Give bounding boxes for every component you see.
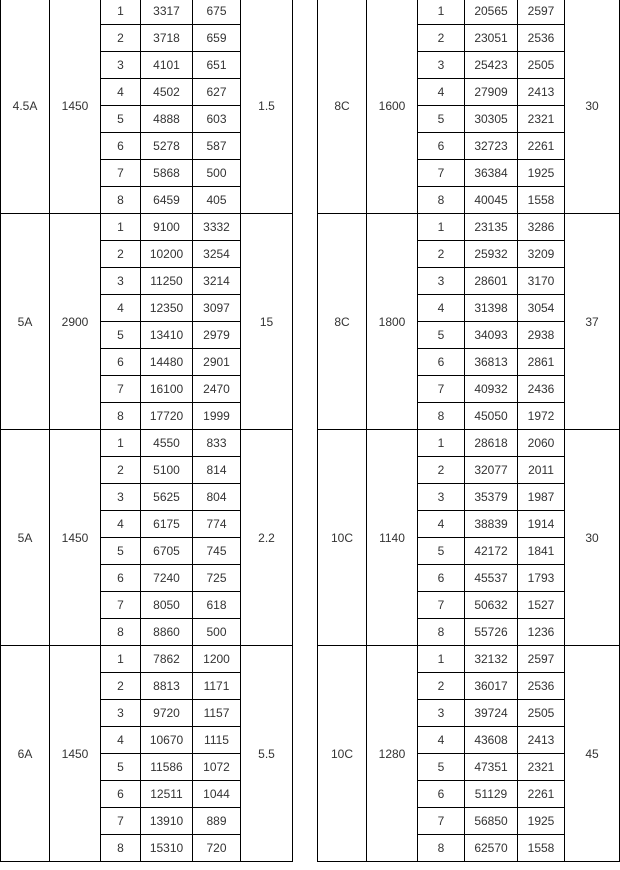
head-cell: 618: [193, 592, 241, 619]
index-cell: 4: [101, 295, 141, 322]
head-cell: 500: [193, 160, 241, 187]
index-cell: 2: [418, 457, 465, 484]
index-cell: 6: [101, 565, 141, 592]
index-cell: 2: [101, 457, 141, 484]
index-cell: 2: [101, 25, 141, 52]
flow-cell: 31398: [465, 295, 518, 322]
index-cell: 4: [101, 511, 141, 538]
flow-cell: 38839: [465, 511, 518, 538]
index-cell: 6: [418, 781, 465, 808]
head-cell: 720: [193, 835, 241, 862]
table-row: [1, 214, 293, 241]
head-cell: 2597: [518, 646, 565, 673]
flow-cell: 34093: [465, 322, 518, 349]
index-cell: 8: [418, 619, 465, 646]
speed-cell: 1450: [50, 0, 101, 214]
head-cell: 1157: [193, 700, 241, 727]
head-cell: 804: [193, 484, 241, 511]
index-cell: 3: [101, 52, 141, 79]
head-cell: 1236: [518, 619, 565, 646]
index-cell: 3: [418, 700, 465, 727]
index-cell: 8: [101, 835, 141, 862]
flow-cell: 28618: [465, 430, 518, 457]
flow-cell: 43608: [465, 727, 518, 754]
index-cell: 1: [101, 214, 141, 241]
index-cell: 2: [418, 673, 465, 700]
head-cell: 833: [193, 430, 241, 457]
flow-cell: 47351: [465, 754, 518, 781]
flow-cell: 40932: [465, 376, 518, 403]
index-cell: 7: [101, 592, 141, 619]
flow-cell: 55726: [465, 619, 518, 646]
index-cell: 5: [418, 322, 465, 349]
head-cell: 3332: [193, 214, 241, 241]
head-cell: 1200: [193, 646, 241, 673]
index-cell: 4: [101, 79, 141, 106]
index-cell: 8: [418, 835, 465, 862]
head-cell: 1841: [518, 538, 565, 565]
head-cell: 3286: [518, 214, 565, 241]
index-cell: 7: [101, 160, 141, 187]
head-cell: 651: [193, 52, 241, 79]
head-cell: 774: [193, 511, 241, 538]
head-cell: 1925: [518, 160, 565, 187]
flow-cell: 14480: [141, 349, 193, 376]
flow-cell: 32077: [465, 457, 518, 484]
flow-cell: 5868: [141, 160, 193, 187]
head-cell: 2261: [518, 133, 565, 160]
head-cell: 1527: [518, 592, 565, 619]
speed-cell: 1450: [50, 646, 101, 862]
pump-model-cell: 4.5A: [1, 0, 50, 214]
flow-cell: 4550: [141, 430, 193, 457]
flow-cell: 4888: [141, 106, 193, 133]
flow-cell: 50632: [465, 592, 518, 619]
flow-cell: 36384: [465, 160, 518, 187]
power-cell: 5.5: [241, 646, 293, 862]
head-cell: 675: [193, 0, 241, 25]
index-cell: 6: [101, 133, 141, 160]
pump-model-cell: 8C: [318, 0, 367, 214]
index-cell: 5: [101, 106, 141, 133]
flow-cell: 4101: [141, 52, 193, 79]
pump-model-cell: 5A: [1, 430, 50, 646]
flow-cell: 10200: [141, 241, 193, 268]
flow-cell: 23135: [465, 214, 518, 241]
index-cell: 8: [101, 619, 141, 646]
pump-model-cell: 8C: [318, 214, 367, 430]
head-cell: 2060: [518, 430, 565, 457]
index-cell: 7: [418, 160, 465, 187]
flow-cell: 5625: [141, 484, 193, 511]
flow-cell: 6459: [141, 187, 193, 214]
head-cell: 2536: [518, 25, 565, 52]
flow-cell: 28601: [465, 268, 518, 295]
index-cell: 1: [418, 430, 465, 457]
head-cell: 2470: [193, 376, 241, 403]
flow-cell: 15310: [141, 835, 193, 862]
index-cell: 5: [418, 754, 465, 781]
pump-model-cell: 5A: [1, 214, 50, 430]
flow-cell: 9100: [141, 214, 193, 241]
head-cell: 627: [193, 79, 241, 106]
flow-cell: 36017: [465, 673, 518, 700]
index-cell: 4: [418, 511, 465, 538]
head-cell: 2436: [518, 376, 565, 403]
flow-cell: 9720: [141, 700, 193, 727]
speed-cell: 2900: [50, 214, 101, 430]
flow-cell: 39724: [465, 700, 518, 727]
head-cell: 2321: [518, 754, 565, 781]
power-cell: 1.5: [241, 0, 293, 214]
index-cell: 1: [418, 0, 465, 25]
head-cell: 1999: [193, 403, 241, 430]
head-cell: 3209: [518, 241, 565, 268]
index-cell: 6: [101, 781, 141, 808]
flow-cell: 25423: [465, 52, 518, 79]
power-cell: 30: [565, 0, 620, 214]
speed-cell: 1450: [50, 430, 101, 646]
power-cell: 45: [565, 646, 620, 862]
index-cell: 5: [418, 106, 465, 133]
index-cell: 3: [101, 484, 141, 511]
table-body-right: [318, 0, 620, 862]
table-row: [1, 0, 293, 25]
index-cell: 4: [418, 79, 465, 106]
power-cell: 30: [565, 430, 620, 646]
performance-table-right: [317, 0, 620, 862]
head-cell: 1115: [193, 727, 241, 754]
flow-cell: 8050: [141, 592, 193, 619]
head-cell: 3054: [518, 295, 565, 322]
head-cell: 3254: [193, 241, 241, 268]
head-cell: 1793: [518, 565, 565, 592]
speed-cell: 1800: [367, 214, 418, 430]
flow-cell: 12511: [141, 781, 193, 808]
index-cell: 4: [101, 727, 141, 754]
head-cell: 1044: [193, 781, 241, 808]
flow-cell: 6175: [141, 511, 193, 538]
flow-cell: 35379: [465, 484, 518, 511]
speed-cell: 1600: [367, 0, 418, 214]
table-row: [318, 0, 620, 25]
flow-cell: 11586: [141, 754, 193, 781]
flow-cell: 8813: [141, 673, 193, 700]
table-row: [318, 430, 620, 457]
head-cell: 2413: [518, 727, 565, 754]
head-cell: 1171: [193, 673, 241, 700]
head-cell: 725: [193, 565, 241, 592]
head-cell: 3097: [193, 295, 241, 322]
head-cell: 603: [193, 106, 241, 133]
head-cell: 1987: [518, 484, 565, 511]
flow-cell: 17720: [141, 403, 193, 430]
head-cell: 1558: [518, 835, 565, 862]
head-cell: 1072: [193, 754, 241, 781]
index-cell: 1: [101, 430, 141, 457]
flow-cell: 13910: [141, 808, 193, 835]
flow-cell: 6705: [141, 538, 193, 565]
head-cell: 2011: [518, 457, 565, 484]
head-cell: 3170: [518, 268, 565, 295]
head-cell: 2536: [518, 673, 565, 700]
speed-cell: 1140: [367, 430, 418, 646]
flow-cell: 25932: [465, 241, 518, 268]
flow-cell: 12350: [141, 295, 193, 322]
flow-cell: 5278: [141, 133, 193, 160]
flow-cell: 56850: [465, 808, 518, 835]
index-cell: 6: [101, 349, 141, 376]
head-cell: 2505: [518, 700, 565, 727]
table-row: [1, 430, 293, 457]
pump-model-cell: 6A: [1, 646, 50, 862]
index-cell: 3: [418, 268, 465, 295]
index-cell: 2: [418, 241, 465, 268]
flow-cell: 13410: [141, 322, 193, 349]
head-cell: 659: [193, 25, 241, 52]
index-cell: 8: [101, 187, 141, 214]
head-cell: 1972: [518, 403, 565, 430]
head-cell: 1558: [518, 187, 565, 214]
flow-cell: 8860: [141, 619, 193, 646]
index-cell: 7: [101, 376, 141, 403]
flow-cell: 5100: [141, 457, 193, 484]
flow-cell: 27909: [465, 79, 518, 106]
head-cell: 500: [193, 619, 241, 646]
index-cell: 3: [418, 484, 465, 511]
table-row: [1, 646, 293, 673]
index-cell: 4: [418, 295, 465, 322]
head-cell: 3214: [193, 268, 241, 295]
head-cell: 2979: [193, 322, 241, 349]
flow-cell: 36813: [465, 349, 518, 376]
flow-cell: 62570: [465, 835, 518, 862]
index-cell: 1: [101, 0, 141, 25]
index-cell: 5: [418, 538, 465, 565]
index-cell: 5: [101, 538, 141, 565]
table-row: [318, 214, 620, 241]
flow-cell: 11250: [141, 268, 193, 295]
index-cell: 8: [418, 403, 465, 430]
flow-cell: 3718: [141, 25, 193, 52]
flow-cell: 4502: [141, 79, 193, 106]
flow-cell: 51129: [465, 781, 518, 808]
head-cell: 2901: [193, 349, 241, 376]
power-cell: 2.2: [241, 430, 293, 646]
table-row: [318, 646, 620, 673]
head-cell: 1925: [518, 808, 565, 835]
index-cell: 8: [101, 403, 141, 430]
head-cell: 2938: [518, 322, 565, 349]
index-cell: 3: [101, 700, 141, 727]
flow-cell: 16100: [141, 376, 193, 403]
flow-cell: 30305: [465, 106, 518, 133]
head-cell: 587: [193, 133, 241, 160]
power-cell: 37: [565, 214, 620, 430]
head-cell: 2261: [518, 781, 565, 808]
flow-cell: 20565: [465, 0, 518, 25]
index-cell: 3: [418, 52, 465, 79]
flow-cell: 42172: [465, 538, 518, 565]
head-cell: 2861: [518, 349, 565, 376]
pump-model-cell: 10C: [318, 646, 367, 862]
index-cell: 7: [418, 808, 465, 835]
flow-cell: 40045: [465, 187, 518, 214]
index-cell: 4: [418, 727, 465, 754]
index-cell: 7: [101, 808, 141, 835]
head-cell: 405: [193, 187, 241, 214]
index-cell: 5: [101, 322, 141, 349]
performance-table-left: [0, 0, 293, 862]
head-cell: 745: [193, 538, 241, 565]
flow-cell: 32132: [465, 646, 518, 673]
pump-model-cell: 10C: [318, 430, 367, 646]
head-cell: 1914: [518, 511, 565, 538]
flow-cell: 7240: [141, 565, 193, 592]
index-cell: 1: [418, 646, 465, 673]
index-cell: 2: [418, 25, 465, 52]
index-cell: 6: [418, 349, 465, 376]
flow-cell: 45537: [465, 565, 518, 592]
flow-cell: 32723: [465, 133, 518, 160]
head-cell: 2505: [518, 52, 565, 79]
index-cell: 6: [418, 565, 465, 592]
index-cell: 3: [101, 268, 141, 295]
head-cell: 2597: [518, 0, 565, 25]
table-body-left: [1, 0, 293, 862]
index-cell: 6: [418, 133, 465, 160]
flow-cell: 7862: [141, 646, 193, 673]
flow-cell: 23051: [465, 25, 518, 52]
index-cell: 1: [418, 214, 465, 241]
flow-cell: 10670: [141, 727, 193, 754]
index-cell: 2: [101, 673, 141, 700]
head-cell: 814: [193, 457, 241, 484]
flow-cell: 3317: [141, 0, 193, 25]
head-cell: 2321: [518, 106, 565, 133]
index-cell: 7: [418, 592, 465, 619]
flow-cell: 45050: [465, 403, 518, 430]
index-cell: 2: [101, 241, 141, 268]
power-cell: 15: [241, 214, 293, 430]
head-cell: 2413: [518, 79, 565, 106]
index-cell: 5: [101, 754, 141, 781]
index-cell: 7: [418, 376, 465, 403]
speed-cell: 1280: [367, 646, 418, 862]
index-cell: 8: [418, 187, 465, 214]
head-cell: 889: [193, 808, 241, 835]
index-cell: 1: [101, 646, 141, 673]
